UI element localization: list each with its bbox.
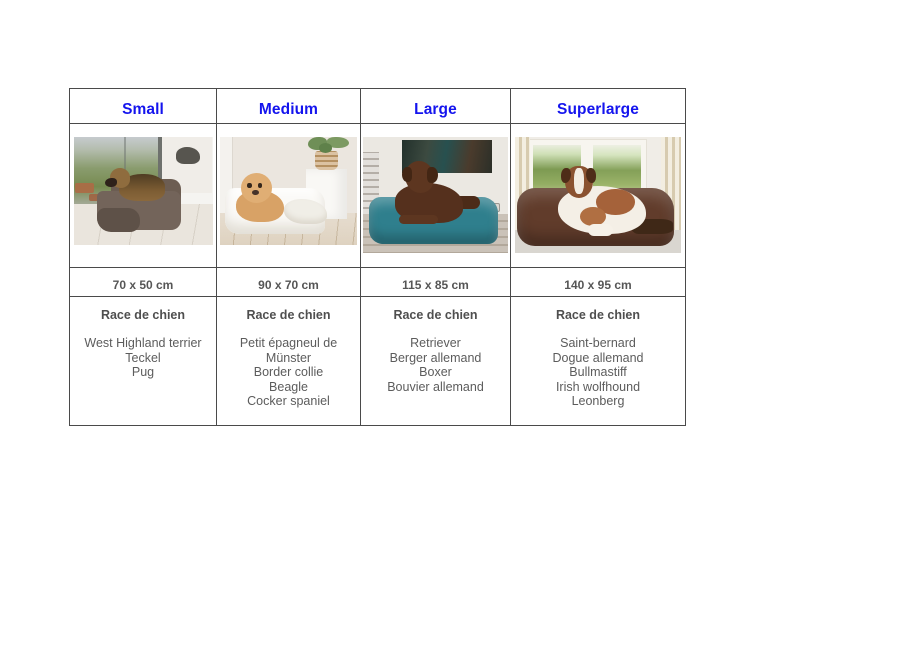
plant-pot	[315, 151, 338, 170]
breed-list-title: Race de chien	[393, 308, 478, 322]
breed-item: Border collie	[253, 365, 324, 379]
breed-list	[369, 336, 502, 394]
breed-list-title: Race de chien	[246, 308, 331, 322]
dog-bed-size-table	[69, 88, 686, 426]
breed-item: Irish wolfhound	[555, 379, 641, 394]
breed-item: Leonberg	[571, 394, 625, 408]
header-large: Large	[360, 89, 510, 123]
breed-item: Bullmastiff	[569, 365, 627, 379]
breeds-superlarge	[510, 296, 685, 425]
photo-cell-superlarge	[510, 123, 685, 267]
small-dog-bed-photo	[74, 137, 213, 245]
breed-item: Berger allemand	[389, 350, 482, 365]
breed-item: West Highland terrier	[84, 336, 202, 350]
size-large: 115 x 85 cm	[360, 267, 510, 296]
breed-list-title: Race de chien	[100, 308, 186, 322]
header-small: Small	[122, 100, 164, 118]
breed-list	[78, 336, 208, 380]
size-small: 70 x 50 cm	[70, 267, 216, 296]
size-superlarge: 140 x 95 cm	[510, 267, 685, 296]
breed-item: Petit épagneul de Münster	[239, 336, 338, 365]
breed-list	[225, 336, 352, 409]
breed-item: Saint-bernard	[560, 336, 636, 350]
breeds-medium	[216, 296, 360, 425]
breed-list-title: Race de chien	[555, 308, 641, 322]
medium-dog-bed-photo	[220, 137, 357, 245]
large-dog-bed-photo	[363, 137, 508, 253]
breed-item: Boxer	[419, 365, 452, 379]
breed-item: Dogue allemand	[552, 350, 644, 365]
header-medium: Medium	[216, 89, 360, 123]
breed-item: Pug	[131, 365, 155, 379]
breed-list	[519, 336, 677, 409]
breed-item: Beagle	[269, 379, 308, 394]
photo-cell-large	[360, 123, 510, 267]
breed-item: Bouvier allemand	[387, 379, 484, 394]
breed-item: Teckel	[125, 350, 161, 365]
size-medium: 90 x 70 cm	[216, 267, 360, 296]
header-superlarge: Superlarge	[510, 89, 685, 123]
photo-cell-medium	[216, 123, 360, 267]
breed-item: Retriever	[410, 336, 461, 350]
breed-item: Cocker spaniel	[247, 394, 330, 408]
breeds-large	[360, 296, 510, 425]
superlarge-dog-bed-photo	[515, 137, 681, 253]
photo-cell-small	[70, 123, 216, 267]
breeds-small	[70, 296, 216, 425]
